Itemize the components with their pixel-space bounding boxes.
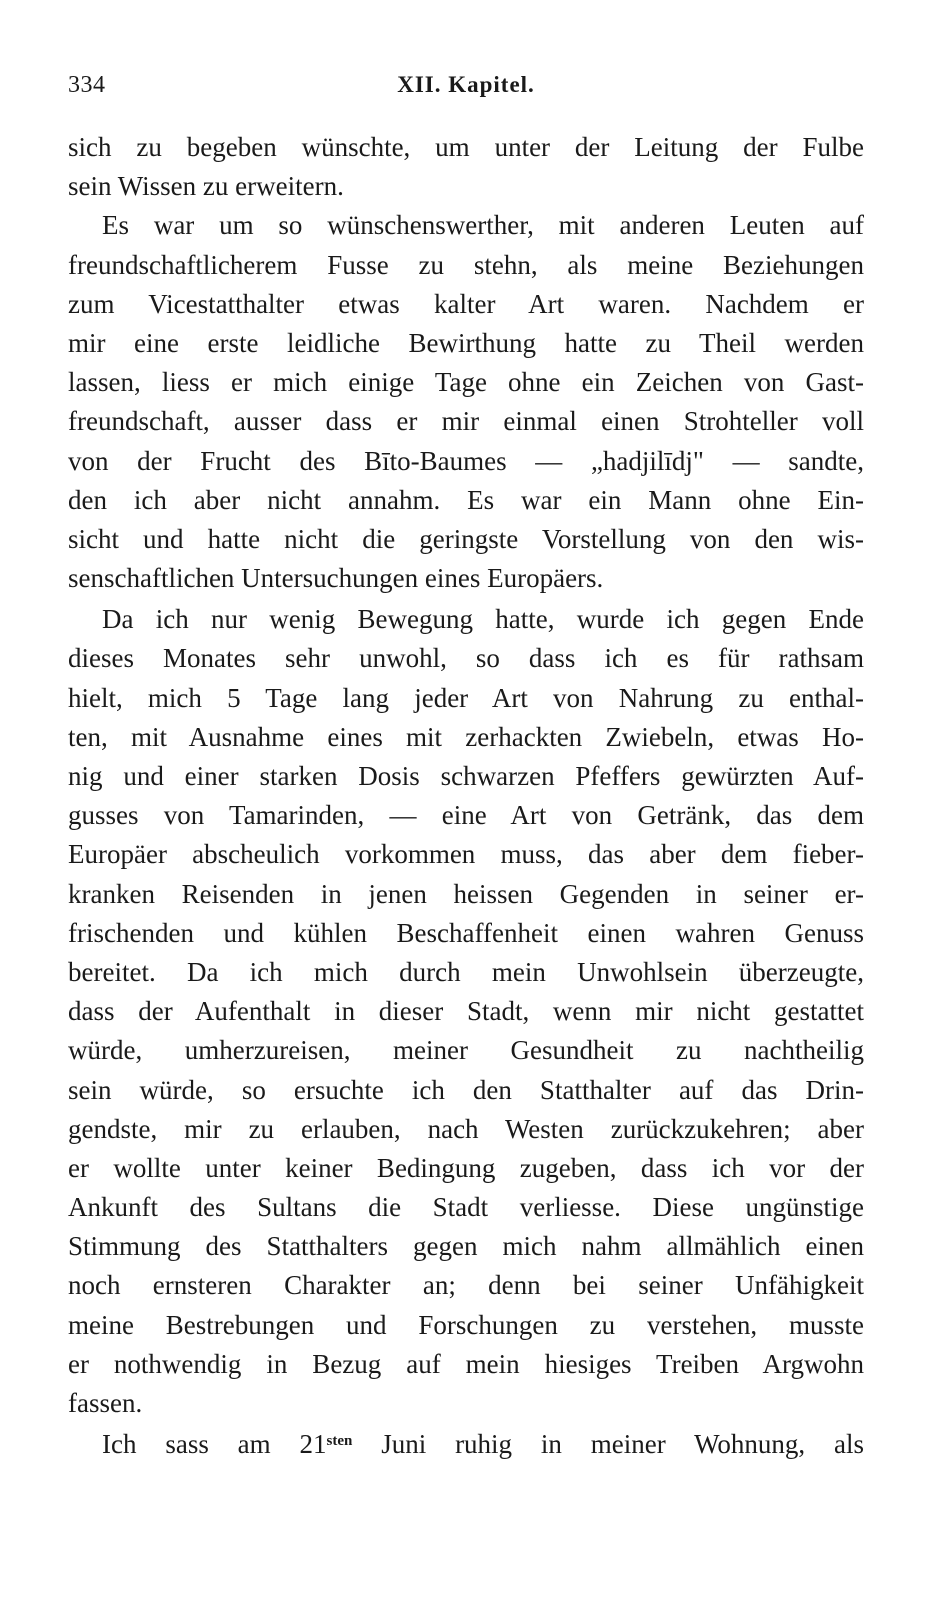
body-text [68,128,864,1464]
text-line: dieses Monates sehr unwohl, so dass ich es für rathsam [68,643,864,674]
text-line-last [68,1425,864,1464]
text-line: fassen. [68,1388,143,1418]
text-line: freundschaft, ausser dass er mir einmal einen Strohteller voll [68,406,864,437]
text-line: Ankunft des Sultans die Stadt verliesse. Diese ungünstige [68,1192,864,1223]
text-line: noch ernsteren Charakter an; denn bei seiner Unfähigkeit [68,1270,864,1301]
text-line: sein würde, so ersuchte ich den Statthalter auf das Drin- [68,1074,864,1105]
text-line: Es war um so wünschenswerther, mit anderen Leuten auf [102,210,864,241]
text-line: sich zu begeben wünschte, um unter der Leitung der Fulbe [68,132,864,162]
text-line: von der Frucht des Bīto-Baumes — „hadjilīdj" — sandte, [68,445,864,476]
text-line: er nothwendig in Bezug auf mein hiesiges Treiben Argwohn [68,1348,864,1379]
text-line: gendste, mir zu erlauben, nach Westen zurückzukehren; aber [68,1113,864,1144]
text-line: er wollte unter keiner Bedingung zugeben, dass ich vor der [68,1152,864,1183]
text-line: meine Bestrebungen und Forschungen zu verstehen, musste [68,1309,864,1340]
text-line: sein Wissen zu erweitern. [68,171,344,202]
text-line: senschaftlichen Untersuchungen eines Europäers. [68,563,604,594]
text-line: Da ich nur wenig Bewegung hatte, wurde ich gegen Ende [102,604,864,635]
text-line: gusses von Tamarinden, — eine Art von Getränk, das dem [68,800,864,831]
text-line: Stimmung des Statthalters gegen mich nahm allmählich einen [68,1231,864,1262]
text-line: lassen, liess er mich einige Tage ohne ein Zeichen von Gast- [68,367,864,398]
text-line: kranken Reisenden in jenen heissen Gegenden in seiner er- [68,878,864,909]
text-line: Europäer abscheulich vorkommen muss, das aber dem fieber- [68,839,864,870]
superscript-sten: sten [326,1433,353,1450]
text-line: sicht und hatte nicht die geringste Vorstellung von den wis- [68,523,864,554]
text-line: dass der Aufenthalt in dieser Stadt, wenn mir nicht gestattet [68,996,864,1027]
text-line: freundschaftlicherem Fusse zu stehn, als meine Beziehungen [68,249,864,280]
last-line-end: Juni ruhig in meiner Wohnung, als [352,1429,864,1460]
text-line: bereitet. Da ich mich durch mein Unwohlsein überzeugte, [68,956,864,987]
running-title: XII. Kapitel. [397,72,535,97]
text-line: den ich aber nicht annahm. Es war ein Mann ohne Ein- [68,484,864,515]
page-header [68,72,864,106]
text-line: zum Vicestatthalter etwas kalter Art waren. Nachdem er [68,288,864,319]
text-line: hielt, mich 5 Tage lang jeder Art von Nahrung zu enthal- [68,682,864,713]
text-line: nig und einer starken Dosis schwarzen Pfeffers gewürzten Auf- [68,761,864,791]
last-line-start: Ich sass am 21 [102,1429,327,1460]
text-line: würde, umherzureisen, meiner Gesundheit zu nachtheilig [68,1035,864,1066]
text-line: frischenden und kühlen Beschaffenheit einen wahren Genuss [68,917,864,948]
text-line: mir eine erste leidliche Bewirthung hatte zu Theil werden [68,327,864,358]
page-number: 334 [68,72,106,98]
text-line: ten, mit Ausnahme eines mit zerhackten Zwiebeln, etwas Ho- [68,721,864,752]
